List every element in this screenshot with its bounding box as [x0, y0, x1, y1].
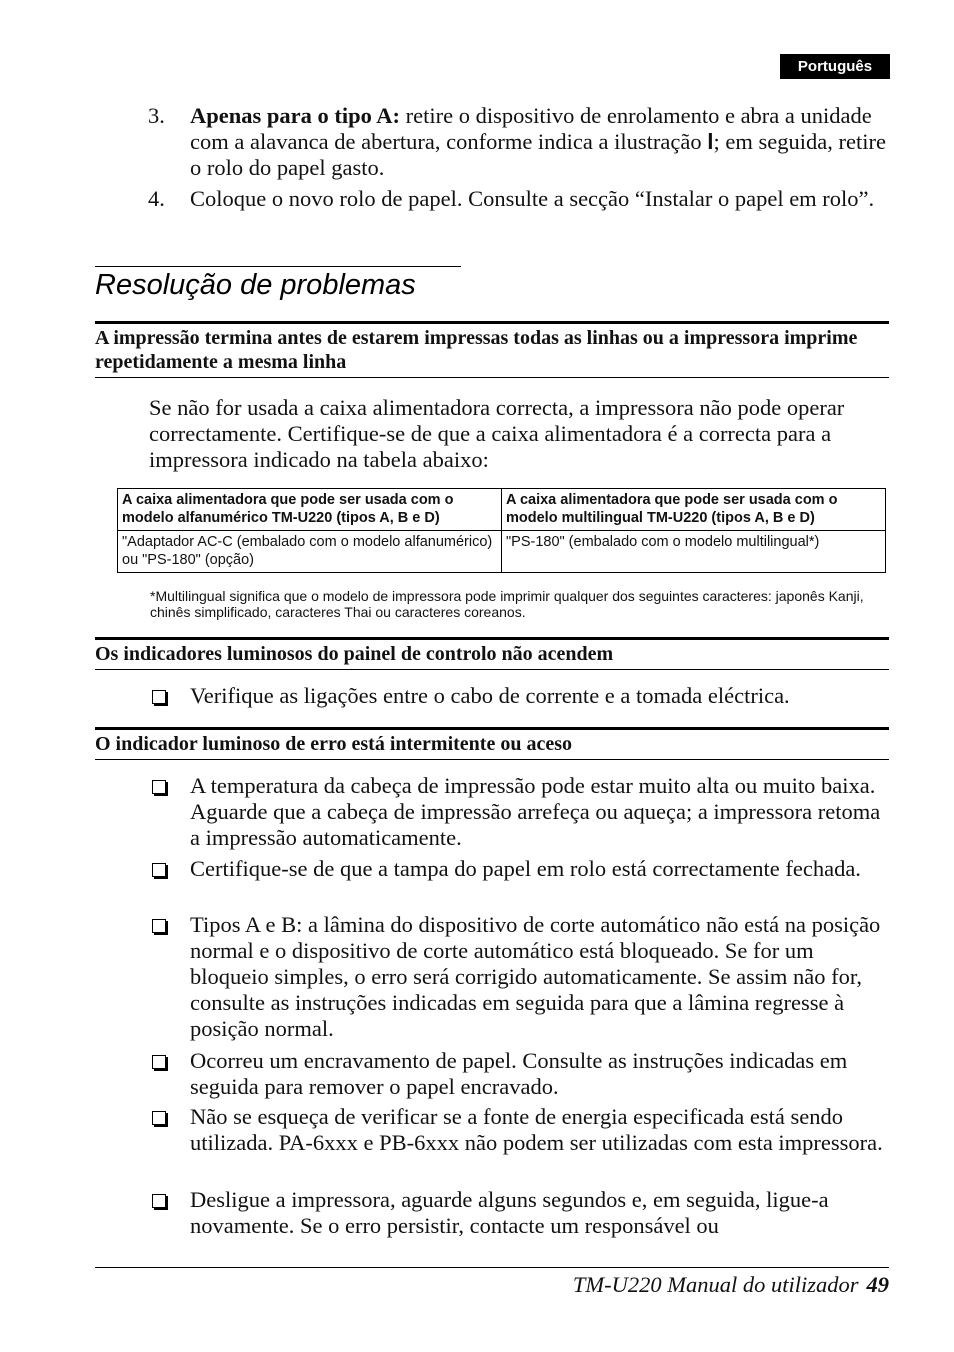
language-tab: Português [780, 54, 890, 79]
checkbox-icon [152, 690, 166, 704]
checklist-item [148, 683, 890, 709]
checklist-item-text: Ocorreu um encravamento de papel. Consulte as instruções indicadas em seguida para remover o papel encravado. [190, 1048, 848, 1099]
checklist-item-text: Certifique-se de que a tampa do papel em rolo está correctamente fechada. [190, 856, 861, 881]
page-number: 49 [866, 1272, 889, 1297]
table-footnote: *Multilingual significa que o modelo de impressora pode imprimir qualquer dos seguintes caracteres: japonês Kanji, chinês simplificado, caracteres Thai ou caracteres coreanos. [150, 588, 864, 620]
step-text [190, 103, 888, 181]
checklist-item-text: Não se esqueça de verificar se a fonte de energia especificada está sendo utilizada. PA-6xxx e PB-6xxx não podem ser utilizadas com esta impressora. [190, 1104, 883, 1155]
step-number: 3. [148, 103, 165, 128]
step-text: Coloque o novo rolo de papel. Consulte a secção “Instalar o papel em rolo”. [190, 186, 875, 211]
table-header-cell: A caixa alimentadora que pode ser usada com o modelo multilingual TM-U220 (tipos A, B e D) [502, 489, 886, 531]
checkbox-icon [152, 780, 166, 794]
section-title-rule [95, 266, 461, 267]
page-footer [573, 1272, 889, 1298]
step-3 [148, 103, 888, 181]
checkbox-icon [152, 1055, 166, 1069]
problem-heading-3: O indicador luminoso de erro está intermitente ou aceso [95, 727, 889, 760]
step-text-part: ; em seguida, retire o rolo do papel gasto. [190, 129, 886, 180]
manual-title: TM-U220 Manual do utilizador [572, 1272, 859, 1297]
problem-heading-2: Os indicadores luminosos do painel de controlo não acendem [95, 637, 889, 670]
table-cell: "PS-180" (embalado com o modelo multilingual*) [502, 531, 886, 573]
checklist-item [148, 1104, 890, 1156]
table-row [118, 531, 886, 573]
step-text-part: retire o dispositivo de enrolamento e abra a unidade com a alavanca de abertura, conforme indica a ilustração [190, 103, 872, 154]
table-header-cell: A caixa alimentadora que pode ser usada com o modelo alfanumérico TM-U220 (tipos A, B e D) [118, 489, 502, 531]
checklist-item [148, 773, 890, 851]
checklist-item [148, 856, 890, 882]
checkbox-icon [152, 1194, 166, 1208]
footer-rule [95, 1267, 889, 1268]
illustration-marker: l [707, 129, 714, 154]
checklist-item [148, 912, 890, 1042]
checklist-item [148, 1187, 890, 1239]
step-4 [148, 186, 888, 212]
checklist-item-text: A temperatura da cabeça de impressão pode estar muito alta ou muito baixa. Aguarde que a cabeça de impressão arrefeça ou aqueça; a impressora retoma a impressão automaticamente. [190, 773, 881, 850]
checklist-item-text: Tipos A e B: a lâmina do dispositivo de corte automático não está na posição normal e o dispositivo de corte automático está bloqueado. Se for um bloqueio simples, o erro será corrigido automaticamente. Se assim não for, consulte as instruções indicadas em seguida para que a lâmina regresse à posição normal. [190, 912, 881, 1041]
checklist-item [148, 1048, 890, 1100]
problem-heading-1: A impressão termina antes de estarem impressas todas as linhas ou a impressora imprime repetidamente a mesma linha [95, 321, 889, 378]
power-supply-table [117, 488, 886, 573]
problem-1-paragraph: Se não for usada a caixa alimentadora correcta, a impressora não pode operar correctamente. Certifique-se de que a caixa alimentadora é a correcta para a impressora indicado na tabela abaixo: [149, 395, 845, 472]
checkbox-icon [152, 863, 166, 877]
checklist-item-text: Desligue a impressora, aguarde alguns segundos e, em seguida, ligue-a novamente. Se o erro persistir, contacte um responsável ou [190, 1187, 829, 1238]
step-number: 4. [148, 186, 165, 211]
checklist-item-text: Verifique as ligações entre o cabo de corrente e a tomada eléctrica. [190, 683, 790, 708]
checkbox-icon [152, 919, 166, 933]
step-lead: Apenas para o tipo A: [190, 103, 401, 128]
checkbox-icon [152, 1111, 166, 1125]
section-title: Resolução de problemas [95, 269, 416, 301]
table-cell: "Adaptador AC-C (embalado com o modelo alfanumérico) ou "PS-180" (opção) [118, 531, 502, 573]
table-header-row [118, 489, 886, 531]
